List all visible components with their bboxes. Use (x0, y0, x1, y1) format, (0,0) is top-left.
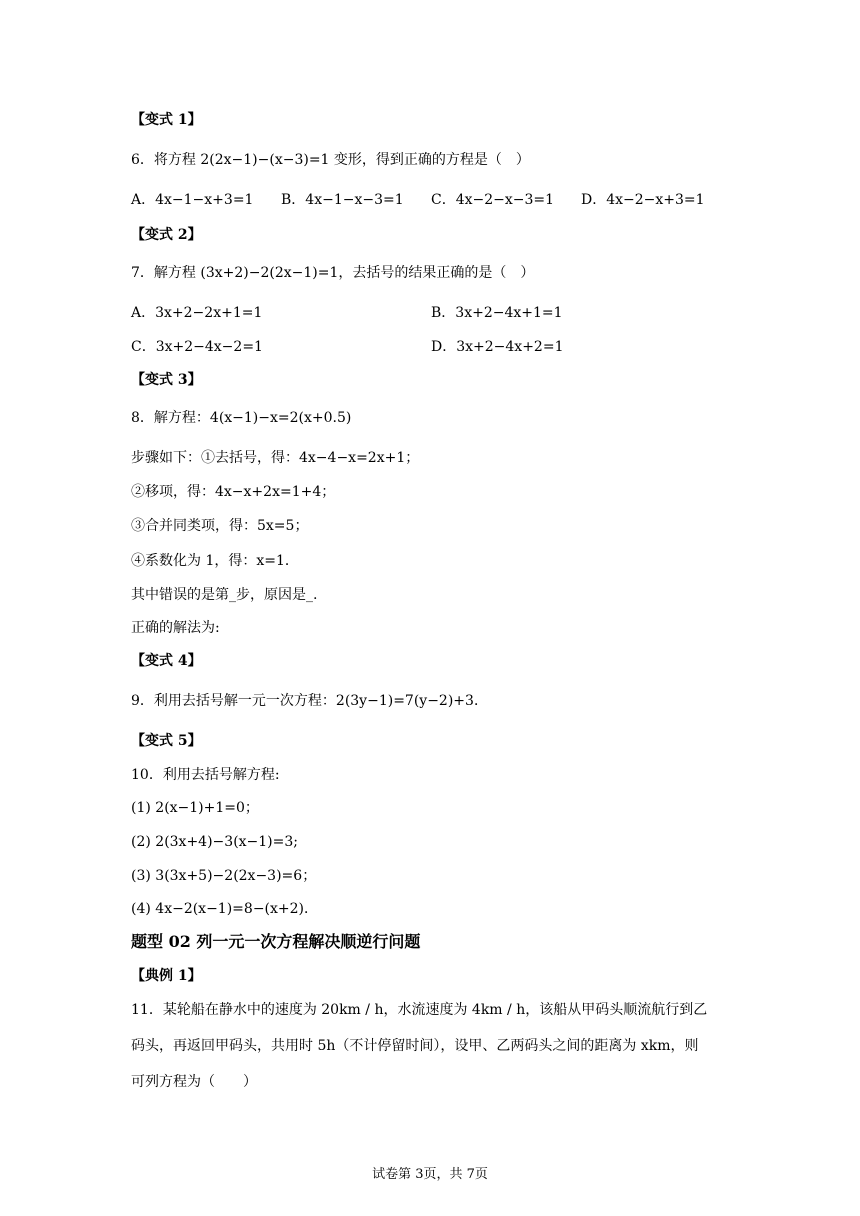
q10-part-2: (2) 2(3x+4)−3(x−1)=3; (131, 834, 299, 850)
question-10: 10．利用去括号解方程: (131, 767, 280, 783)
q8-step-4: ④系数化为 1，得：x=1． (131, 553, 299, 569)
question-11-line-2: 码头，再返回甲码头，共用时 5h（不计停留时间），设甲、乙两码头之间的距离为 xkm，则 (131, 1038, 699, 1054)
q8-step-1: 步骤如下：①去括号，得：4x−4−x=2x+1； (131, 450, 420, 466)
q6-option-a: A．4x−1−x+3=1 (131, 192, 254, 208)
q7-option-d: D．3x+2−4x+2=1 (431, 339, 564, 355)
question-11-line-1: 11．某轮船在静水中的速度为 20km / h，水流速度为 4km / h，该船从甲码头顺流航行到乙 (131, 1002, 708, 1018)
variant-3-label: 【变式 3】 (131, 372, 202, 388)
q10-part-3: (3) 3(3x+5)−2(2x−3)=6； (131, 868, 317, 884)
q6-option-d: D．4x−2−x+3=1 (581, 192, 705, 208)
question-9: 9．利用去括号解一元一次方程：2(3y−1)=7(y−2)+3． (131, 693, 488, 709)
q6-option-b: B．4x−1−x−3=1 (281, 192, 404, 208)
example-1-label: 【典例 1】 (131, 968, 202, 984)
q8-error-question: 其中错误的是第_步，原因是_. (131, 587, 318, 603)
variant-5-label: 【变式 5】 (131, 733, 202, 749)
question-8: 8．解方程：4(x−1)−x=2(x+0.5) (131, 410, 352, 426)
q8-step-2: ②移项，得：4x−x+2x=1+4； (131, 484, 336, 500)
page-footer: 试卷第 3页，共 7页 (372, 1167, 488, 1182)
question-7: 7．解方程 (3x+2)−2(2x−1)=1，去括号的结果正确的是（ ） (131, 265, 535, 281)
q10-part-4: (4) 4x−2(x−1)=8−(x+2)． (131, 901, 319, 917)
variant-2-label: 【变式 2】 (131, 227, 202, 243)
q7-option-a: A．3x+2−2x+1=1 (131, 305, 263, 321)
q7-option-b: B．3x+2−4x+1=1 (431, 305, 563, 321)
question-6: 6．将方程 2(2x−1)−(x−3)=1 变形，得到正确的方程是（ ） (131, 152, 530, 168)
q7-option-c: C．3x+2−4x−2=1 (131, 339, 263, 355)
q6-option-c: C．4x−2−x−3=1 (431, 192, 555, 208)
variant-4-label: 【变式 4】 (131, 653, 202, 669)
q8-correct-solution: 正确的解法为: (131, 620, 220, 636)
question-11-line-3: 可列方程为（ ） (131, 1074, 257, 1090)
variant-1-label: 【变式 1】 (131, 112, 202, 128)
q10-part-1: (1) 2(x−1)+1=0； (131, 800, 259, 816)
section-heading: 题型 02 列一元一次方程解决顺逆行问题 (131, 932, 421, 951)
q8-step-3: ③合并同类项，得：5x=5； (131, 518, 309, 534)
